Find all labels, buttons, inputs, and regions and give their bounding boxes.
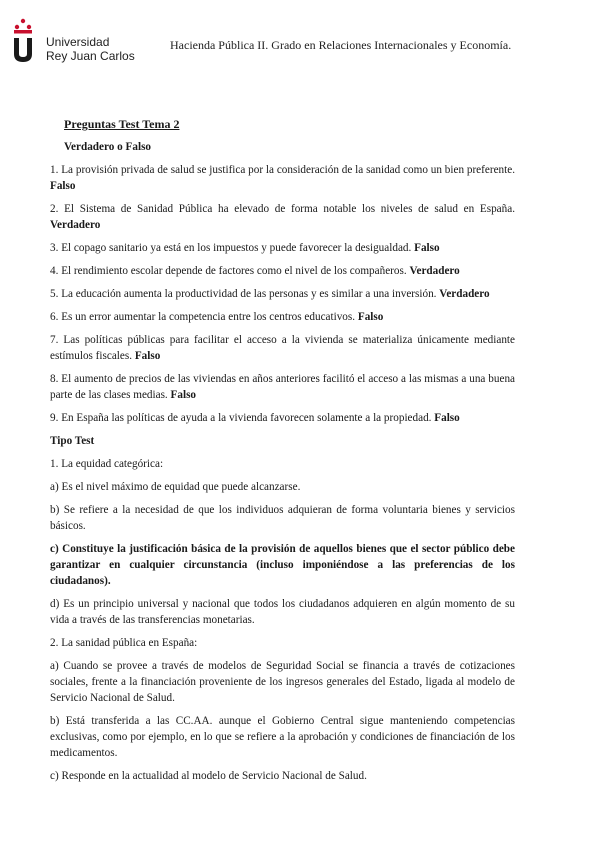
tf-item-answer: Falso <box>357 311 384 323</box>
tf-item-answer: Falso <box>414 242 440 254</box>
section-multiple-choice-title: Tipo Test <box>50 435 95 447</box>
question-option: d) Es un principio universal y nacional que todos los ciudadanos adquieren en algún momento de su vida a través de las transferencias monetarias. <box>50 598 515 626</box>
tf-item-text: 3. El copago sanitario ya está en los impuestos y puede favorecer la desigualdad. <box>50 242 412 254</box>
tf-item <box>50 201 515 233</box>
question-option-correct: c) Constituye la justificación básica de la provisión de aquellos bienes que el sector público debe garantizar en cualquier circunstancia (incluso imponiéndose a las preferencias de los ciudadanos). <box>50 543 515 587</box>
document-body <box>50 116 515 791</box>
tf-item <box>50 309 515 325</box>
university-logo <box>8 18 135 64</box>
tf-item <box>50 162 515 194</box>
university-name-line1: Universidad <box>46 35 110 49</box>
question-option: a) Cuando se provee a través de modelos de Seguridad Social se financia a través de cotizaciones sociales, frente a la financiación proveniente de los ingresos generales del Estado, ligada al modelo de Servicio Nacional de Salud. <box>50 660 515 704</box>
tf-item-text: 6. Es un error aumentar la competencia entre los centros educativos. <box>50 311 356 323</box>
question-option: a) Es el nivel máximo de equidad que puede alcanzarse. <box>50 481 301 493</box>
tf-item-text: 9. En España las políticas de ayuda a la vivienda favorecen solamente a la propiedad. <box>50 412 432 424</box>
section-true-false-title: Verdadero o Falso <box>64 141 152 153</box>
university-name <box>46 35 135 63</box>
tf-item-answer: Falso <box>170 389 197 401</box>
tf-item <box>50 332 515 364</box>
tf-item-text: 1. La provisión privada de salud se justifica por la consideración de la sanidad como un bien preferente. <box>50 164 515 176</box>
tf-item-text: 8. El aumento de precios de las viviendas en años anteriores facilitó el acceso a las mismas a una buena parte de las clases medias. <box>50 373 515 401</box>
tf-item <box>50 410 515 426</box>
question-stem: 1. La equidad categórica: <box>50 458 164 470</box>
question-option: c) Responde en la actualidad al modelo de Servicio Nacional de Salud. <box>50 770 367 782</box>
tf-item-text: 2. El Sistema de Sanidad Pública ha elevado de forma notable los niveles de salud en España. <box>50 203 515 215</box>
tf-item-text: 7. Las políticas públicas para facilitar el acceso a la vivienda se materializa únicamente mediante estímulos fiscales. <box>50 334 515 362</box>
document-title: Preguntas Test Tema 2 <box>64 117 180 131</box>
university-crest-icon <box>10 18 36 64</box>
tf-item-answer: Verdadero <box>50 219 101 231</box>
tf-item-text: 5. La educación aumenta la productividad de las personas y es similar a una inversión. <box>50 288 437 300</box>
course-title: Hacienda Pública II. Grado en Relaciones Internacionales y Economía. <box>170 38 512 52</box>
tf-item <box>50 240 515 256</box>
question-option: b) Está transferida a las CC.AA. aunque el Gobierno Central sigue manteniendo competencias exclusivas, como por ejemplo, en lo que se refiere a la aprobación y condiciones de financiación de los medicamentos. <box>50 715 515 759</box>
question-stem: 2. La sanidad pública en España: <box>50 637 198 649</box>
tf-item-answer: Falso <box>50 180 76 192</box>
university-name-line2: Rey Juan Carlos <box>46 49 135 63</box>
tf-item <box>50 263 515 279</box>
tf-item-answer: Verdadero <box>409 265 460 277</box>
tf-item-text: 4. El rendimiento escolar depende de factores como el nivel de los compañeros. <box>50 265 407 277</box>
tf-item <box>50 286 515 302</box>
question-option: b) Se refiere a la necesidad de que los individuos adquieran de forma voluntaria bienes y servicios básicos. <box>50 504 515 532</box>
tf-item-answer: Verdadero <box>439 288 490 300</box>
tf-item-answer: Falso <box>134 350 161 362</box>
tf-item <box>50 371 515 403</box>
tf-item-answer: Falso <box>434 412 460 424</box>
